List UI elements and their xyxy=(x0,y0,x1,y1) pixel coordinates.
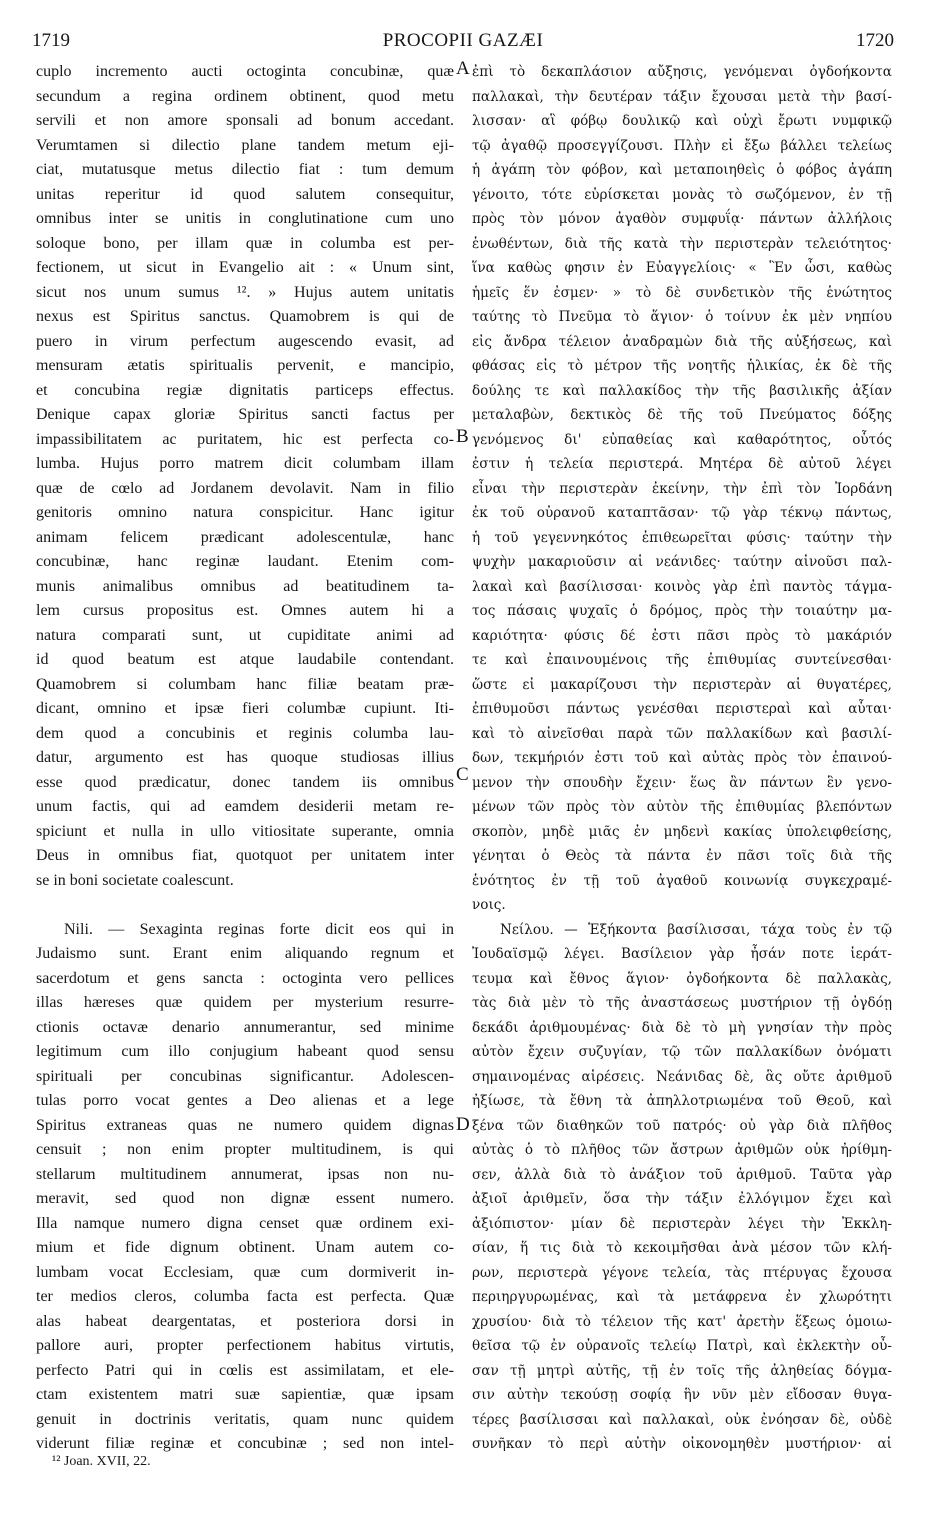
latin-line: soloque bono, per illam quæ in columba est per- xyxy=(36,234,454,252)
greek-line: ἐπὶ τὸ δεκαπλάσιον αὔξησις, γενόμεναι ὀγδοήκοντα xyxy=(472,64,892,80)
greek-line: Ἰουδαϊσμῷ λέγει. Βασίλειον γὰρ ἦσάν ποτε ἱεράτ- xyxy=(472,946,892,962)
greek-line: νοις. xyxy=(472,897,506,913)
greek-line: τε καὶ ἐπαινουμένοις τῆς ἐπιθυμίας συντείνεσθαι· xyxy=(472,652,892,668)
greek-line: δούλης τε καὶ παλλακίδος τὴν τῆς βασιλικῆς ἀξίαν xyxy=(472,382,892,399)
greek-line: τος πάσαις ψυχαῖς ὁ δρόμος, πρὸς τὴν τοιαύτην μα- xyxy=(472,603,892,619)
latin-line: Quamobrem si columbam hanc filiæ beatam præ- xyxy=(36,675,454,693)
latin-line: ciat, mutatusque metus dilectio fiat : tum demum xyxy=(36,161,454,178)
greek-line: σαν τῇ μητρὶ αὐτῆς, τῇ ἐν τοῖς τῆς ἀληθείας δόγμα- xyxy=(472,1362,892,1379)
latin-column xyxy=(36,60,454,1457)
greek-line: σιν αὐτὴν τεκούσῃ σοφίᾳ ἣν νῦν μὲν εἴδοσαν θυγα- xyxy=(472,1387,892,1403)
latin-line: ter medios cleros, columba facta est perfecta. Quæ xyxy=(36,1288,454,1305)
latin-line: dem quod a concubinis et reginis columba lau- xyxy=(36,724,454,742)
greek-line: γενόμενος δι' εὐπαθείας καὶ καθαρότητος, οὗτός xyxy=(472,431,892,448)
latin-line: impassibilitatem ac puritatem, hic est perfecta co- xyxy=(36,430,454,448)
latin-line: perfecto Patri qui in cœlis est assimilatam, et ele- xyxy=(36,1361,454,1379)
greek-line: ἡ ἀγάπη τὸν φόβον, καὶ μεταποιηθεὶς ὁ φόβος ἀγάπη xyxy=(472,162,892,178)
greek-line: ἵνα καθὼς φησιν ἐν Εὐαγγελίοις· « Ἓν ὦσι, καθὼς xyxy=(472,260,892,276)
latin-line: servili et non amore sponsali ad bonum accedant. xyxy=(36,112,454,129)
greek-line: τὰς διὰ μὲν τὸ τῆς ἀναστάσεως μυστήριον τῇ ὀγδόῃ xyxy=(472,995,892,1011)
latin-line: sicut nos unum sumus ¹². » Hujus autem unitatis xyxy=(36,283,454,301)
greek-line: σκοπὸν, μηδὲ μιᾶς ἐν μηδενὶ κακίας ὑπολειφθείσης, xyxy=(472,823,892,840)
greek-line: σεν, ἀλλὰ διὰ τὸ ἀνάξιον τοῦ ἀριθμοῦ. Ταῦτα γὰρ xyxy=(472,1166,892,1183)
latin-line: natura comparati sunt, ut cupiditate animi ad xyxy=(36,626,454,644)
page-number-left: 1719 xyxy=(32,30,70,51)
greek-line: ἡ τοῦ γεγεννηκότος ἐπιθεωρεῖται φύσις· ταύτην τὴν xyxy=(472,529,892,546)
latin-line: omnibus inter se unitis in conglutinatione cum uno xyxy=(36,210,454,227)
latin-line: animam felicem prædicant adolescentulæ, hanc xyxy=(36,528,454,546)
greek-line: ἑνωθέντων, διὰ τῆς κατὰ τὴν περιστερὰν τελειότητος· xyxy=(472,235,892,252)
latin-line: id quod beatum est atque laudabile contendant. xyxy=(36,651,454,668)
greek-line: ἀξιόπιστον· μίαν δὲ περιστερὰν λέγει τὴν Ἐκκλη- xyxy=(472,1215,892,1232)
latin-line: lumba. Hujus porro matrem dicit columbam illam xyxy=(36,455,454,472)
latin-line: Nili. — Sexaginta reginas forte dicit eos qui in xyxy=(64,920,454,938)
greek-line: εἰς ἄνδρα τέλειον ἀναδραμὼν διὰ τῆς αὐξήσεως, καὶ xyxy=(472,333,892,350)
page-number-right: 1720 xyxy=(856,30,894,51)
greek-line: ρων, περιστερὰ γέγονε τελεία, τὰς πτέρυγας ἔχουσα xyxy=(472,1264,892,1281)
latin-line: unitas reperitur id quod salutem consequitur, xyxy=(36,185,454,203)
running-header xyxy=(32,30,894,58)
latin-line: ctionis octavæ denario annumerantur, sed minime xyxy=(36,1018,454,1036)
latin-line: lumbam vocat Ecclesiam, quæ cum dormiverit in- xyxy=(36,1263,454,1281)
latin-line: viderunt filiæ reginæ et concubinæ ; sed non intel- xyxy=(36,1435,454,1452)
latin-line: illas hæreses quæ quidem per mysterium resurre- xyxy=(36,994,454,1011)
greek-line: ἡμεῖς ἕν ἐσμεν· » τὸ δὲ συνδετικὸν τῆς ἑνώτητος xyxy=(472,284,892,301)
greek-line: καριότητα· φύσις δέ ἐστι πᾶσι πρὸς τὸ μακάριόν xyxy=(472,627,892,644)
greek-line: ταύτης τὸ Πνεῦμα τὸ ἅγιον· ὁ τοίνυν ἐκ μὲν νηπίου xyxy=(472,309,892,325)
latin-line: et concubina regiæ dignitatis particeps effectus. xyxy=(36,381,454,399)
greek-line: παλλακαὶ, τὴν δευτέραν τάξιν ἔχουσαι μετὰ τὴν βασί- xyxy=(472,88,892,105)
greek-line: τῷ ἀγαθῷ προσεγγίζουσι. Πλὴν εἰ ἔξω βάλλει τελείως xyxy=(472,137,892,154)
greek-line: αὐτὸν ἔχειν συζυγίαν, τῷ τῶν παλλακίδων ὀνόματι xyxy=(472,1044,892,1060)
latin-line: genuit in doctrinis veritatis, quam nunc quidem xyxy=(36,1410,454,1428)
greek-line: ἀξιοῖ ἀριθμεῖν, ὅσα τὴν τάξιν ἐλλόγιμον ἔχει καὶ xyxy=(472,1191,892,1207)
greek-line: ἠξίωσε, τὰ ἔθνη τὰ ἀπηλλοτριωμένα τοῦ Θεοῦ, καὶ xyxy=(472,1093,892,1109)
latin-line: lem cursus propositus est. Omnes autem hi a xyxy=(36,602,454,619)
latin-line: pallore auri, propter perfectionem habitus virtutis, xyxy=(36,1337,454,1354)
margin-letter-d: D xyxy=(456,1114,470,1135)
greek-line: ὥστε εἰ μακαρίζουσι τὴν περιστερὰν αἱ θυγατέρες, xyxy=(472,676,892,693)
greek-line: φθάσας εἰς τὸ μέτρον τῆς νοητῆς ἡλικίας, ἐκ δὲ τῆς xyxy=(472,358,892,374)
greek-line: γένηται ὁ Θεὸς τὰ πάντα ἐν πᾶσι τοῖς διὰ τῆς xyxy=(472,848,892,864)
latin-line: meravit, sed quod non dignæ essent numero. xyxy=(36,1190,454,1207)
greek-line: εἶναι τὴν περιστερὰν ἐκείνην, τὴν ἐπὶ τὸν Ἰορδάνη xyxy=(472,480,892,497)
latin-line: nexus est Spiritus sanctus. Quamobrem is qui de xyxy=(36,308,454,325)
latin-line: alas habeat deargentatas, et posteriora dorsi in xyxy=(36,1312,454,1330)
greek-line: ἐστιν ἡ τελεία περιστερά. Μητέρα δὲ αὐτοῦ λέγει xyxy=(472,456,892,472)
greek-line: δεκάδι ἀριθμουμένας· διὰ δὲ τὸ μὴ γνησίαν τὴν πρὸς xyxy=(472,1019,892,1036)
greek-line: τευμα καὶ ἔθνος ἅγιον· ὀγδοήκοντα δὲ παλλακὰς, xyxy=(472,970,892,987)
latin-line: spirituali per concubinas significantur. Adolescen- xyxy=(36,1067,454,1085)
greek-line: Νείλου. — Ἑξήκοντα βασίλισσαι, τάχα τοὺς ἐν τῷ xyxy=(500,921,892,938)
greek-line: τέρες βασίλισσαι καὶ παλλακαὶ, οὐκ ἐνόησαν δὲ, οὐδὲ xyxy=(472,1411,892,1428)
latin-line: stellarum multitudinem annumerat, ipsas non nu- xyxy=(36,1165,454,1183)
greek-line: μενον τὴν σπουδὴν ἔχειν· ἕως ἂν πάντων ἓν γενο- xyxy=(472,774,892,791)
latin-line xyxy=(36,893,454,918)
greek-line: ἑνότητος ἐν τῇ τοῦ ἀγαθοῦ κοινωνίᾳ συγκεχραμέ- xyxy=(472,872,892,889)
latin-line: Spiritus extraneas quas ne numero quidem dignas xyxy=(36,1116,454,1134)
greek-line: σημαινομένας αἱρέσεις. Νεάνιδας δὲ, ἃς οὔτε ἀριθμοῦ xyxy=(472,1068,892,1085)
latin-line: dicant, omnino et ipsæ fieri columbæ cupiunt. Iti- xyxy=(36,700,454,717)
greek-line: θεῖσα τῷ ἐν οὐρανοῖς τελείῳ Πατρὶ, καὶ ἐκλεκτὴν οὖ- xyxy=(472,1338,892,1354)
greek-column xyxy=(472,60,892,1457)
latin-line: Judaismo sunt. Erant enim aliquando regnum et xyxy=(36,945,454,962)
latin-line: legitimum cum illo conjugium habeant quod sensu xyxy=(36,1043,454,1060)
margin-letter-b: B xyxy=(456,426,469,447)
latin-line: esse quod prædicatur, donec tandem iis omnibus xyxy=(36,773,454,791)
greek-line: αὐτὰς ὁ τὸ πλῆθος τῶν ἄστρων ἀριθμῶν οὐκ ἠρίθμη- xyxy=(472,1142,892,1158)
latin-line: unum factis, qui ad eamdem desiderii metam re- xyxy=(36,798,454,815)
latin-line: secundum a regina ordinem obtinent, quod metu xyxy=(36,87,454,105)
greek-line: μένων τῶν πρὸς τὸν αὐτὸν τῆς ἐπιθυμίας βλεπόντων xyxy=(472,799,892,815)
greek-line: περιηργυρωμένας, καὶ τὰ μετάφρενα ἐν χλωρότητι xyxy=(472,1289,892,1305)
greek-line: ξένα τῶν διαθηκῶν τοῦ πατρός· οὐ γὰρ διὰ πλῆθος xyxy=(472,1117,892,1134)
latin-line: Verumtamen si dilectio plane tandem metum eji- xyxy=(36,136,454,154)
latin-line: mensuram ætatis spiritualis pervenit, e mancipio, xyxy=(36,357,454,374)
latin-line: se in boni societate coalescunt. xyxy=(36,871,234,889)
latin-line: fectionem, ut sicut in Evangelio ait : « Unum sint, xyxy=(36,259,454,276)
greek-line: λακαὶ καὶ βασίλισσαι· κοινὸς γὰρ ἐπὶ παντὸς τάγμα- xyxy=(472,578,892,595)
latin-line: quæ de cœlo ad Jordanem devolavit. Nam in filio xyxy=(36,479,454,497)
latin-line: sacerdotum et gens sancta : octoginta vero pellices xyxy=(36,969,454,987)
latin-line: Denique capax gloriæ Spiritus sancti factus per xyxy=(36,406,454,423)
greek-line: μεταλαβὼν, δεκτικὸς δὲ τῆς τοῦ Πνεύματος δόξης xyxy=(472,407,892,423)
latin-line: Illa namque numero digna censet quæ ordinem exi- xyxy=(36,1214,454,1232)
greek-line: χρυσίου· διὰ τὸ τέλειον τῆς κατ' ἀρετὴν ἕξεως ὁμοιω- xyxy=(472,1313,892,1330)
latin-line: puero in virum perfectum augescendo evasit, ad xyxy=(36,332,454,350)
greek-line: σίαν, ἥ τις διὰ τὸ κεκοιμῆσθαι ἀνὰ μέσον τῶν κλή- xyxy=(472,1240,892,1256)
greek-line: δων, τεκμήριόν ἐστι τοῦ καὶ αὐτὰς πρὸς τὸν ἐπαινού- xyxy=(472,750,892,766)
greek-line: πρὸς τὸν μόνον ἀγαθὸν συμφυΐᾳ· πάντων ἀλλήλοις xyxy=(472,211,892,227)
latin-line: genitoris omnino natura conspicitur. Hanc igitur xyxy=(36,504,454,521)
greek-line: ἐκ τοῦ οὐρανοῦ καταπτᾶσαν· τῷ γὰρ τέκνῳ πάντως, xyxy=(472,505,892,521)
latin-line: ctam existentem matri suæ sapientiæ, quæ ipsam xyxy=(36,1386,454,1403)
margin-letter-c: C xyxy=(456,764,469,785)
latin-line: mium et fide dignum obtinent. Unam autem co- xyxy=(36,1239,454,1256)
latin-line: datur, argumento est has quoque studiosas illius xyxy=(36,749,454,766)
greek-line: ψυχὴν μακαριοῦσιν αἱ νεάνιδες· ταύτην αἰνοῦσι παλ- xyxy=(472,554,892,570)
latin-line: munis animalibus omnibus ad beatitudinem ta- xyxy=(36,577,454,595)
greek-line: γένοιτο, τότε εὑρίσκεται μονὰς τὸ σωζόμενον, ἐν τῇ xyxy=(472,186,892,203)
latin-line: censuit ; non enim propter multitudinem, is qui xyxy=(36,1141,454,1158)
running-title: PROCOPII GAZÆI xyxy=(382,30,544,51)
greek-line: λισσαν· αἳ φόβῳ δουλικῷ καὶ οὐχὶ ἔρωτι νυμφικῷ xyxy=(472,113,892,129)
latin-line: tulas porro vocat gentes a Deo alienas et a lege xyxy=(36,1092,454,1109)
footnote: ¹² Joan. XVII, 22. xyxy=(52,1454,151,1469)
latin-line: concubinæ, hanc reginæ laudant. Etenim com- xyxy=(36,553,454,570)
latin-line: Deus in omnibus fiat, quotquot per unitatem inter xyxy=(36,847,454,864)
latin-line: spiciunt et nulla in ullo vitiositate superante, omnia xyxy=(36,822,454,840)
greek-line: ἐπιθυμοῦσι πάντως γενέσθαι περιστεραὶ καὶ αὗται· xyxy=(472,701,892,717)
latin-line: cuplo incremento aucti octoginta concubinæ, quæ xyxy=(36,63,454,80)
greek-line: καὶ τὸ αἰνεῖσθαι παρὰ τῶν παλλακίδων καὶ βασιλί- xyxy=(472,725,892,742)
margin-letter-a: A xyxy=(456,58,470,79)
greek-line: συνῆκαν τὸ περὶ αὐτὴν οἰκονομηθὲν μυστήριον· αἱ xyxy=(472,1436,892,1452)
